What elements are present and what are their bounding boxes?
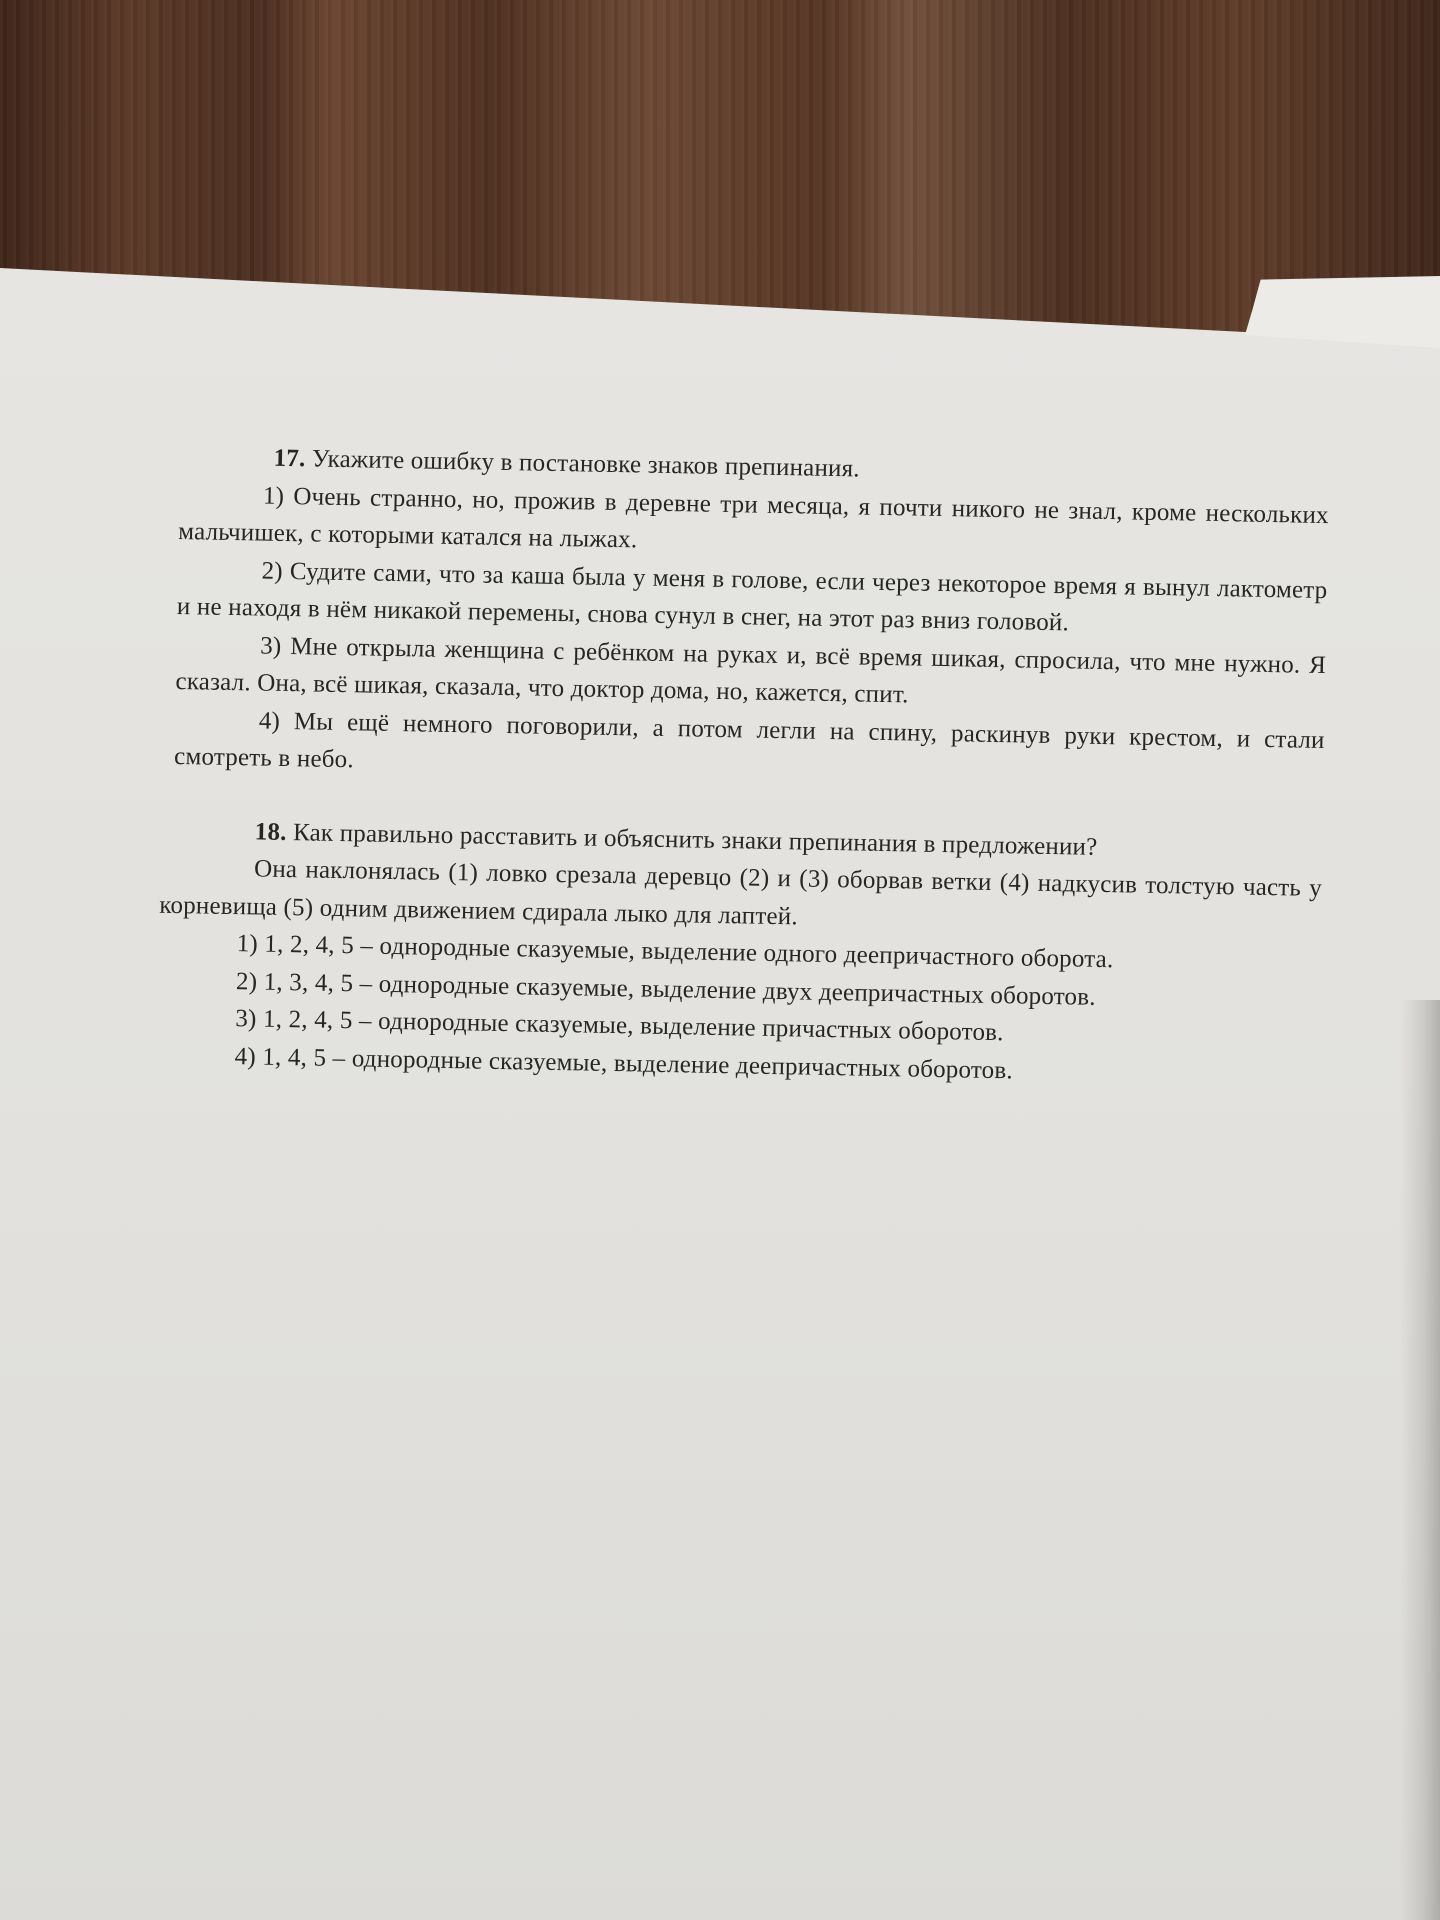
question-18-option-2: 2) 1, 3, 4, 5 – однородные сказуемые, выделение двух деепричастных оборотов. xyxy=(235,967,1096,1011)
question-17 xyxy=(174,438,1330,797)
question-18-option-4: 4) 1, 4, 5 – однородные сказуемые, выделение деепричастных оборотов. xyxy=(234,1042,1014,1084)
question-17-option-3: 3) Мне открыла женщина с ребёнком на руках и, всё время шикая, спросила, что мне нужно. Я сказал. Она, всё шикая, сказала, что доктор дома, но, кажется, спит. xyxy=(175,632,1327,709)
page-text xyxy=(159,438,1330,1095)
question-18-prompt: Как правильно расставить и объяснить знаки препинания в предложении? xyxy=(292,818,1098,861)
question-18-number: 18. xyxy=(254,817,287,846)
question-17-option-2: 2) Судите сами, что за каша была у меня в голове, если через некоторое время я вынул лактометр и не находя в нём никакой перемены, снова сунул в снег, на этот раз вниз головой. xyxy=(176,557,1328,637)
question-18-sentence: Она наклонялась (1) ловко срезала деревцо (2) и (3) оборвав ветки (4) надкусив толстую часть у корневища (5) одним движением сдирала лыко для лаптей. xyxy=(159,855,1323,930)
question-17-prompt: Укажите ошибку в постановке знаков препинания. xyxy=(311,445,861,483)
question-17-option-4: 4) Мы ещё немного поговорили, а потом легли на спину, раскинув руки крестом, и стали смотреть в небо. xyxy=(173,706,1325,774)
page-edge-shadow xyxy=(1400,1000,1440,1920)
question-17-number: 17. xyxy=(273,444,306,473)
question-17-option-1: 1) Очень странно, но, прожив в деревне три месяца, я почти никого не знал, кроме нескольких мальчишек, с которыми катался на лыжах. xyxy=(178,482,1330,554)
question-18 xyxy=(156,811,1323,1095)
question-18-option-1: 1) 1, 2, 4, 5 – однородные сказуемые, выделение одного деепричастного оборота. xyxy=(236,930,1114,974)
question-18-option-3: 3) 1, 2, 4, 5 – однородные сказуемые, выделение причастных оборотов. xyxy=(235,1005,1004,1047)
